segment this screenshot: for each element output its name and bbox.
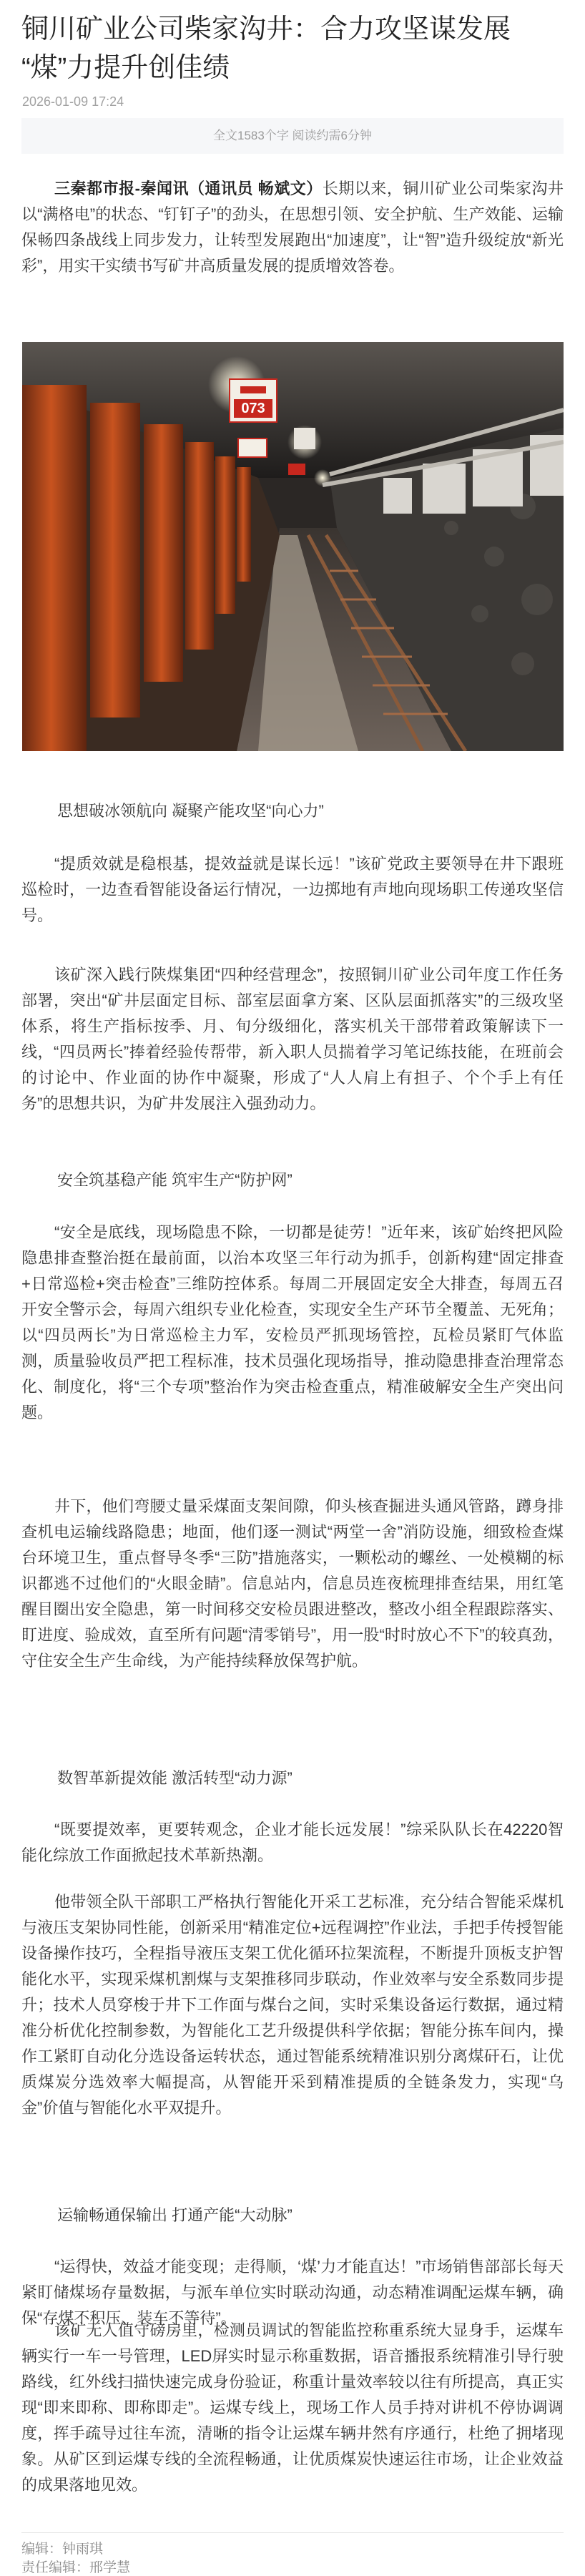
section-2-body-2 [21, 1494, 564, 1674]
article-title: 铜川矿业公司柴家沟井：合力攻坚谋发展 “煤”力提升创佳绩 [21, 14, 511, 83]
editor-name: 钟雨琪 [62, 2542, 104, 2557]
section-3-body [21, 1817, 564, 1869]
reading-summary: 全文1583个字 阅读约需6分钟 [21, 118, 564, 154]
paragraph: “运得快，效益才能变现；走得顺，‘煤’力才能直达！”市场销售部部长每天紧盯储煤场存量数据，与派车单位实时联动沟通，动态精准调配运煤车辆，确保“存煤不积压、装车不等待”。 [21, 2258, 564, 2327]
paragraph: 他带领全队干部职工严格执行智能化开采工艺标准，充分结合智能采煤机与液压支架协同性能，创新采用“精准定位+远程调控”作业法，手把手传授智能设备操作技巧，全程指导液压支架工优化循环拉架流程，不断提升顶板支护智能化水平，实现采煤机割煤与支架推移同步联动，作业效率与安全系数同步提升；技术人员穿梭于井下工作面与煤台之间，实时采集设备运行数据，通过精准分析优化控制参数，为智能化工艺升级提供科学依据；智能分拣车间内，操作工紧盯自动化分选设备运转状态，通过智能系统精准识别分离煤矸石，让优质煤炭分选效率大幅提高，从智能开采到精准提质的全链条发力，实现“乌金”价值与智能化水平双提升。 [21, 1893, 564, 2117]
section-3-body-2 [21, 1889, 564, 2121]
lead-paragraph [21, 176, 564, 279]
paragraph: “安全是底线，现场隐患不除，一切都是徒劳！”近年来，该矿始终把风险隐患排查整治挺在最前面，以治本攻坚三年行动为抓手，创新构建“固定排查+日常巡检+突击检查”三维防控体系。每周二开展固定安全大排查，每周五召开安全警示会，每周六组织专业化检查，实现安全生产环节全覆盖、无死角；以“四员两长”为日常巡检主力军，安检员严抓现场管控，瓦检员紧盯气体监测，质量验收员严把工程标准，技术员强化现场指导，推动隐患排查治理常态化、制度化，将“三个专项”整治作为突击检查重点，精准破解安全生产突出问题。 [21, 1223, 564, 1421]
footer-divider [21, 2532, 564, 2533]
section-heading-3: 数智革新提效能 激活转型“动力源” [57, 1769, 292, 1787]
section-heading-2: 安全筑基稳产能 筑牢生产“防护网” [57, 1171, 292, 1189]
reviewer-name: 邢学慧 [89, 2560, 131, 2575]
section-1-body [21, 851, 564, 929]
reviewer-credit [21, 2557, 130, 2576]
mine-tunnel-illustration [22, 342, 564, 751]
section-2-body [21, 1220, 564, 1426]
editor-label: 编辑： [21, 2542, 63, 2557]
section-1-body-2 [21, 962, 564, 1117]
reviewer-label: 责任编辑： [21, 2560, 90, 2575]
editor-credit [21, 2538, 103, 2557]
publish-date: 2026-01-09 17:24 [22, 94, 124, 109]
section-heading-1: 思想破冰领航向 凝聚产能攻坚“向心力” [57, 802, 324, 820]
paragraph: “既要提效率，更要转观念，企业才能长远发展！”综采队队长在42220智能化综放工作面掀起技术革新热潮。 [21, 1821, 564, 1864]
lead-paragraph-block [21, 176, 564, 279]
paragraph: 该矿无人值守磅房里，检测员调试的智能监控称重系统大显身手，运煤车辆实行一车一号管理，LED屏实时显示称重数据，语音播报系统精准引导行驶路线，红外线扫描快速完成身份验证，称重计量效率较以往有所提高，真正实现“即来即称、即称即走”。运煤专线上，现场工作人员手持对讲机不停协调调度，挥手疏导过往车流，清晰的指令让运煤车辆井然有序通行，杜绝了拥堵现象。从矿区到运煤专线的全流程畅通，让优质煤炭快速运往市场，让企业效益的成果落地见效。 [21, 2321, 564, 2494]
section-4-body-2 [21, 2318, 564, 2498]
lead-text: 长期以来，铜川矿业公司柴家沟井以“满格电”的状态、“钉钉子”的劲头，在思想引领、安全护航、生产效能、运输保畅四条战线上同步发力，让转型发展跑出“加速度”，让“智”造升级绽放“新光彩”，用实干实绩书写矿井高质量发展的提质增效答卷。 [21, 180, 564, 275]
paragraph: 该矿深入践行陕煤集团“四种经营理念”，按照铜川矿业公司年度工作任务部署，突出“矿井层面定目标、部室层面拿方案、区队层面抓落实”的三级攻坚体系，将生产指标按季、月、旬分级细化，落实机关干部带着政策解读下一线，“四员两长”捧着经验传帮带，新入职人员揣着学习笔记练技能，在班前会的讨论中、作业面的协作中凝聚，形成了“人人肩上有担子、个个手上有任务”的思想共识，为矿井发展注入强劲动力。 [21, 966, 564, 1112]
news-source: 三秦都市报-秦闻讯（通讯员 畅斌文） [54, 180, 323, 197]
paragraph: 井下，他们弯腰丈量采煤面支架间隙，仰头核查掘进头通风管路，蹲身排查机电运输线路隐患；地面，他们逐一测试“两堂一舍”消防设施，细致检查煤台环境卫生，重点督导冬季“三防”措施落实，一颗松动的螺丝、一处模糊的标识都逃不过他们的“火眼金睛”。信息站内，信息员连夜梳理排查结果，用红笔醒目圈出安全隐患，第一时间移交安检员跟进整改，整改小组全程跟踪落实、盯进度、验成效，直至所有问题“清零销号”，用一股“时时放心不下”的较真劲，守住安全生产生命线，为产能持续释放保驾护航。 [21, 1497, 564, 1670]
paragraph: “提质效就是稳根基，提效益就是谋长远！”该矿党政主要领导在井下跟班巡检时，一边查看智能设备运行情况，一边掷地有声地向现场职工传递攻坚信号。 [21, 855, 564, 924]
sign-number: 073 [241, 401, 265, 416]
section-heading-4: 运输畅通保输出 打通产能“大动脉” [57, 2206, 292, 2224]
mine-tunnel-photo [22, 342, 564, 751]
